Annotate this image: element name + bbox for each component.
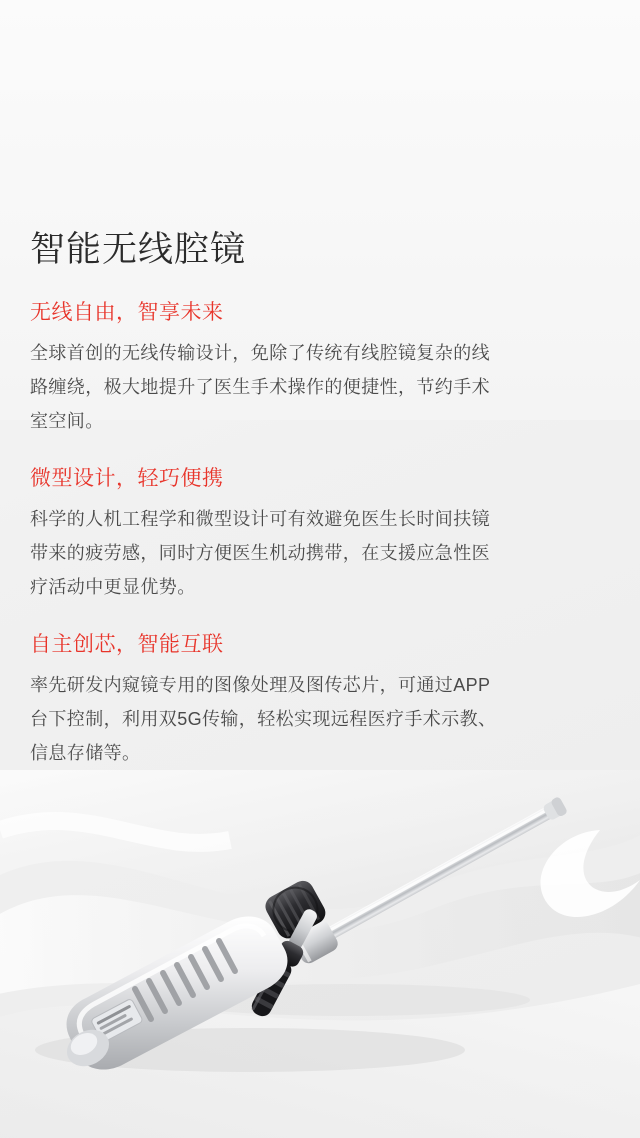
content-block xyxy=(30,228,500,796)
endoscope-illustration xyxy=(0,760,640,1138)
feature-heading-1: 无线自由，智享未来 xyxy=(30,301,224,324)
feature-section-3 xyxy=(30,630,500,770)
feature-section-2 xyxy=(30,464,500,604)
feature-heading-3: 自主创芯，智能互联 xyxy=(30,633,224,656)
feature-body-2: 科学的人机工程学和微型设计可有效避免医生长时间扶镜带来的疲劳感，同时方便医生机动携带，在支援应急性医疗活动中更显优势。 xyxy=(30,509,490,597)
page-title: 智能无线腔镜 xyxy=(30,230,247,269)
feature-heading-2: 微型设计，轻巧便携 xyxy=(30,467,224,490)
ribbon-decoration xyxy=(0,770,640,1138)
feature-body-3: 率先研发内窥镜专用的图像处理及图传芯片，可通过APP台下控制，利用双5G传输，轻松实现远程医疗手术示教、信息存储等。 xyxy=(30,675,497,763)
feature-body-1: 全球首创的无线传输设计，免除了传统有线腔镜复杂的线路缠绕，极大地提升了医生手术操作的便捷性，节约手术室空间。 xyxy=(30,343,490,431)
feature-section-1 xyxy=(30,298,500,438)
